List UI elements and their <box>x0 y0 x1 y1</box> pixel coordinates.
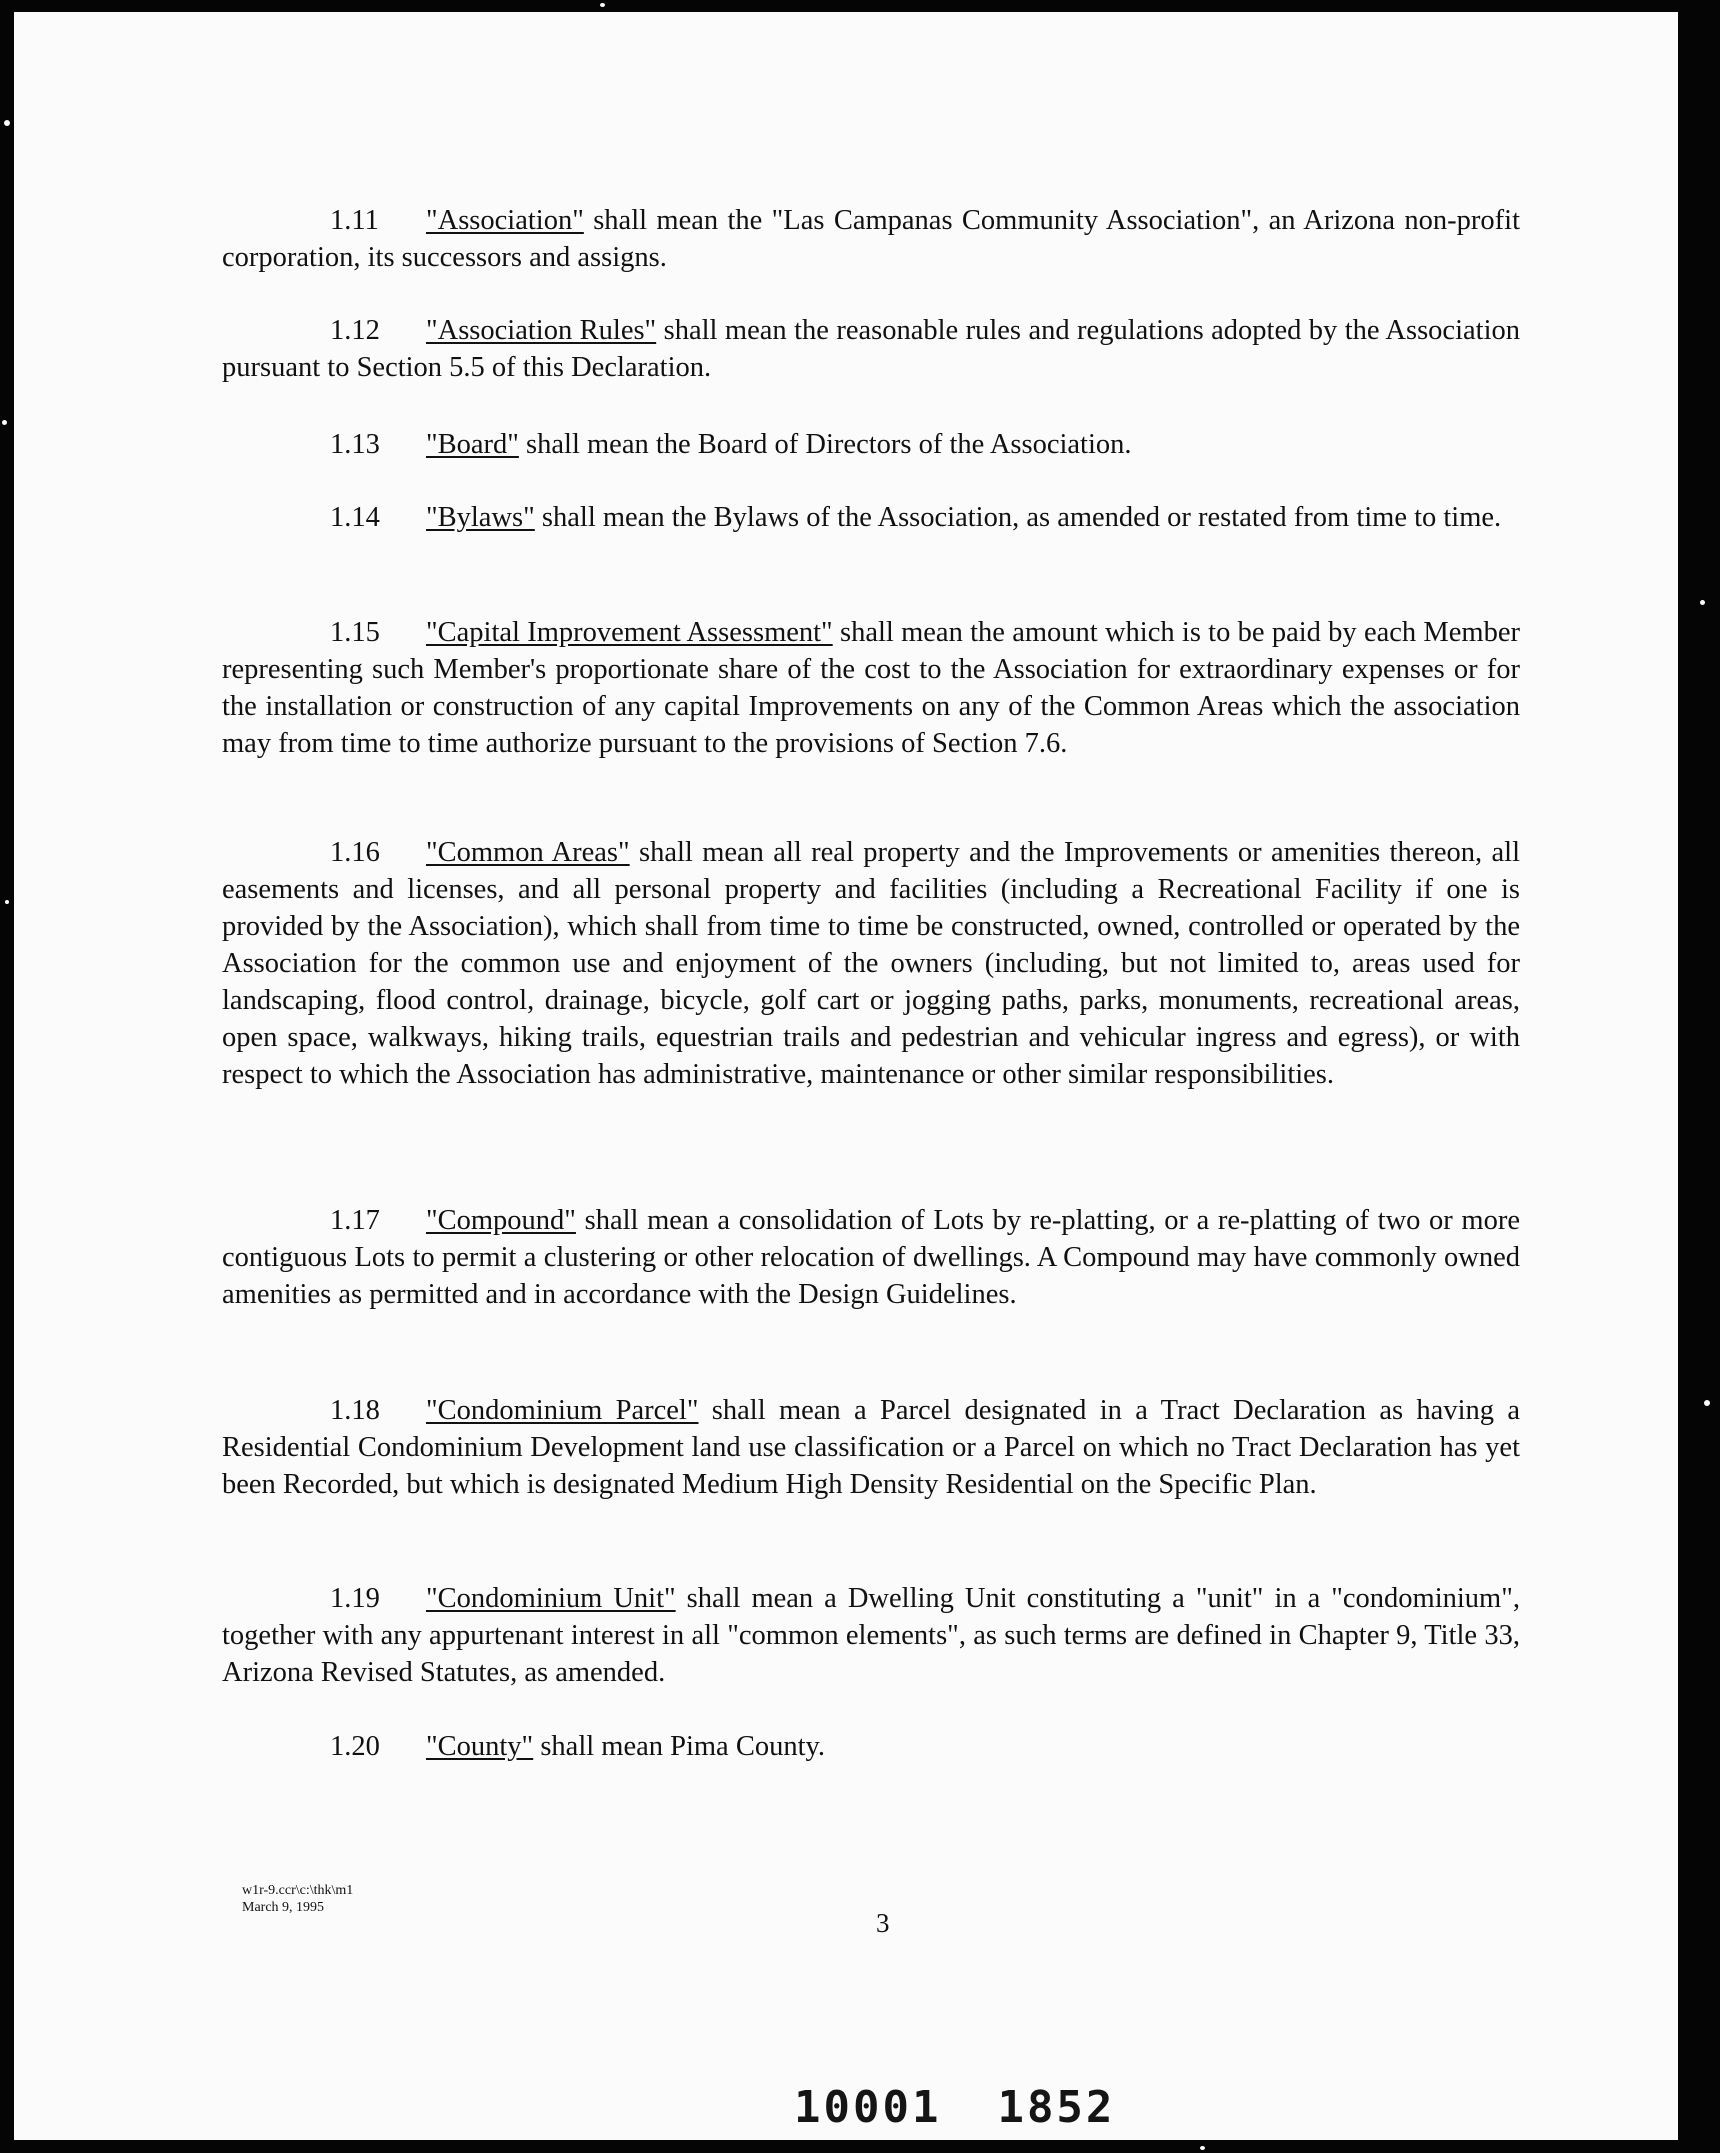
definition-text: shall mean a Dwelling Unit constituting a "unit" in a "condominium", together with any appurtenant interest in all "common elements", as such terms are defined in Chapter 9, Title 33, Arizona Revised Statutes, as amended. <box>222 1583 1520 1688</box>
scan-noise <box>4 120 10 126</box>
definition-text: shall mean the reasonable rules and regulations adopted by the Association pursuant to Section 5.5 of this Declaration. <box>222 315 1520 383</box>
section-1-12 <box>222 312 1520 386</box>
section-number: 1.12 <box>330 315 380 346</box>
definition-text: shall mean a Parcel designated in a Tract Declaration as having a Residential Condominium Development land use classification or a Parcel on which no Tract Declaration has yet been Recorded, but which is designated Medium High Density Residential on the Specific Plan. <box>222 1395 1520 1500</box>
defined-term: "Condominium Unit" <box>426 1583 676 1614</box>
scan-noise <box>1200 2146 1205 2150</box>
definition-text: shall mean a consolidation of Lots by re-platting, or a re-platting of two or more contiguous Lots to permit a clustering or other relocation of dwellings. A Compound may have commonly owned amenities as permitted and in accordance with the Design Guidelines. <box>222 1205 1520 1310</box>
defined-term: "County" <box>426 1731 534 1762</box>
scan-noise <box>5 900 9 904</box>
defined-term: "Compound" <box>426 1205 576 1236</box>
section-number: 1.16 <box>330 837 380 868</box>
section-1-17 <box>222 1202 1520 1313</box>
section-1-16 <box>222 834 1520 1093</box>
footer-date: March 9, 1995 <box>242 1900 325 1915</box>
section-1-14 <box>222 499 1520 536</box>
section-1-19 <box>222 1580 1520 1691</box>
section-number: 1.13 <box>330 429 380 460</box>
definition-text: shall mean the "Las Campanas Community Association", an Arizona non-profit corporation, its successors and assigns. <box>222 205 1520 273</box>
section-number: 1.15 <box>330 617 380 648</box>
definition-text: shall mean the Board of Directors of the Association. <box>518 429 1132 460</box>
file-reference: w1r-9.ccr\c:\thk\m1 <box>242 1883 354 1898</box>
definition-text: shall mean the Bylaws of the Association, as amended or restated from time to time. <box>534 502 1502 533</box>
section-number: 1.20 <box>330 1731 380 1762</box>
definition-text: shall mean all real property and the Improvements or amenities thereon, all easements and licenses, and all personal property and facilities (including a Recreational Facility if one is provided by the Association), which shall from time to time be constructed, owned, controlled or operated by the Association for the common use and enjoyment of the owners (including, but not limited to, areas used for landscaping, flood control, drainage, bicycle, golf cart or jogging paths, parks, monuments, recreational areas, open space, walkways, hiking trails, equestrian trails and pedestrian and vehicular ingress and egress), or with respect to which the Association has administrative, maintenance or other similar responsibilities. <box>222 837 1521 1090</box>
scan-noise <box>1704 1400 1710 1406</box>
defined-term: "Association" <box>426 205 584 236</box>
section-number: 1.17 <box>330 1205 380 1236</box>
scan-noise <box>2 420 7 425</box>
recording-stamp <box>794 2082 1115 2133</box>
scan-noise <box>1700 600 1705 605</box>
section-1-13 <box>222 426 1520 463</box>
section-1-20 <box>222 1728 1520 1765</box>
defined-term: "Common Areas" <box>426 837 630 868</box>
page-number: 3 <box>876 1908 890 1938</box>
section-number: 1.11 <box>330 205 379 236</box>
defined-term: "Condominium Parcel" <box>426 1395 699 1426</box>
section-1-11 <box>222 202 1520 276</box>
section-1-18 <box>222 1392 1520 1503</box>
stamp-page-number: 1852 <box>997 2082 1116 2133</box>
defined-term: "Association Rules" <box>426 315 657 346</box>
defined-term: "Capital Improvement Assessment" <box>426 617 833 648</box>
defined-term: "Bylaws" <box>426 502 535 533</box>
section-1-15 <box>222 614 1520 762</box>
section-number: 1.19 <box>330 1583 380 1614</box>
docket-number: 10001 <box>794 2082 942 2133</box>
definition-text: shall mean Pima County. <box>533 1731 826 1762</box>
footer-reference <box>242 1882 353 1916</box>
section-number: 1.14 <box>330 502 380 533</box>
scan-noise <box>600 3 605 7</box>
document-page <box>14 12 1678 2140</box>
section-number: 1.18 <box>330 1395 380 1426</box>
defined-term: "Board" <box>426 429 519 460</box>
definition-text: shall mean the amount which is to be paid by each Member representing such Member's proportionate share of the cost to the Association for extraordinary expenses or for the installation or construction of any capital Improvements on any of the Common Areas which the association may from time to time authorize pursuant to the provisions of Section 7.6. <box>222 617 1520 759</box>
